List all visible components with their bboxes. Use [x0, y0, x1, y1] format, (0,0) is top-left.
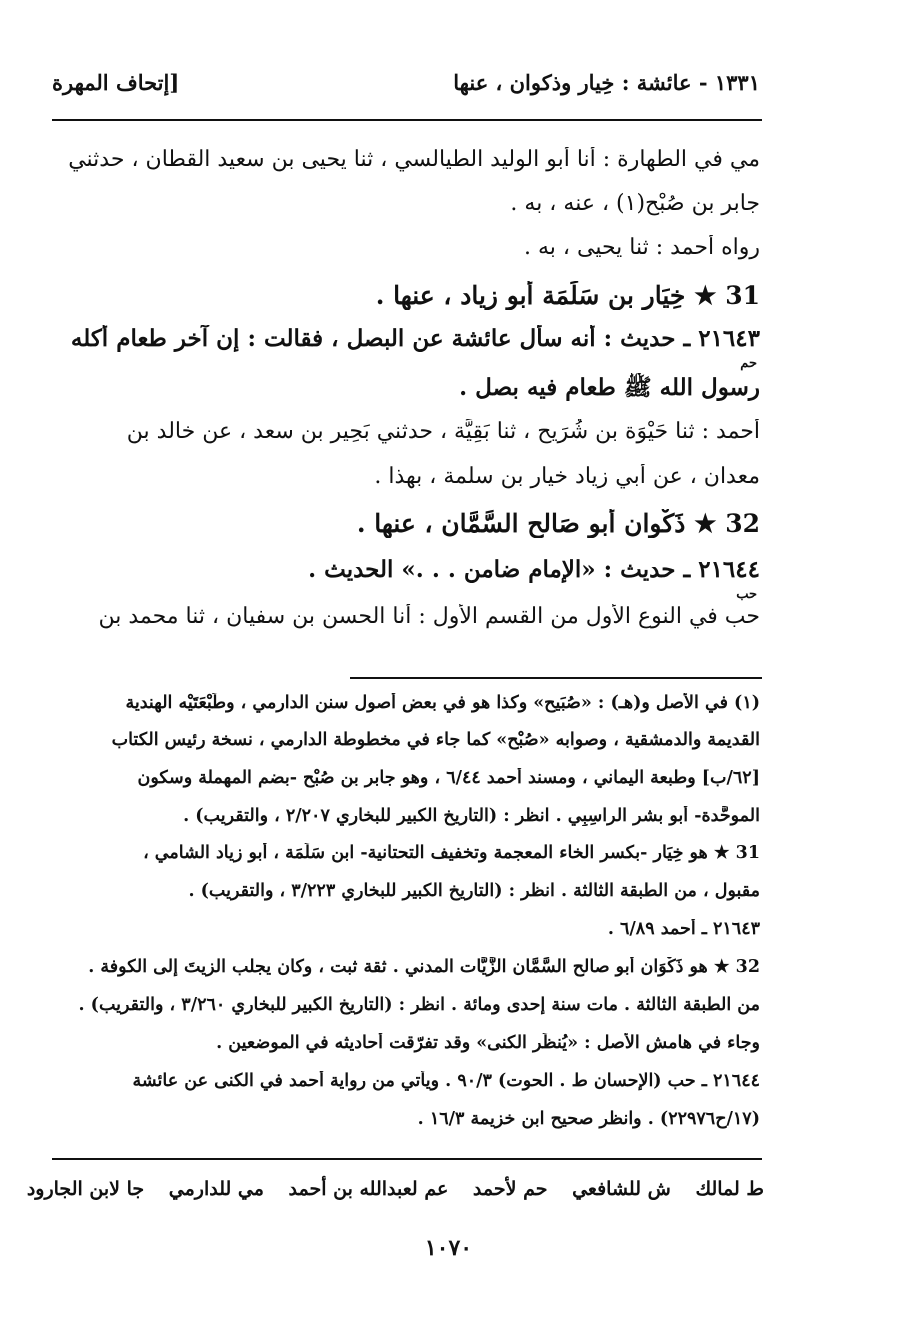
narrator-heading: 32 ★ ذَكْوان أبو صَالح السَّمَّان ، عنها .: [356, 509, 760, 538]
legend-item: ط لمالك: [695, 1178, 764, 1200]
footnote-line: (١٧/ح٢٢٩٧٦) . وانظر صحيح ابن خزيمة ١٦/٣ .: [417, 1109, 760, 1129]
legend-item: جا لابن الجارود: [26, 1178, 145, 1200]
footnote-line: ٢١٦٤٤ ـ حب (الإحسان ط . الحوت) ٩٠/٣ . ويأتي من رواية أحمد في الكنى عن عائشة: [132, 1071, 760, 1091]
footnote-line: 32 ★ هو ذَكْوَان أبو صالح السَّمَّان الزَّيَّات المدني . ثقة ثبت ، وكان يجلب الزيتَ إلى الكوفة .: [88, 957, 760, 977]
footnote-line: مقبول ، من الطبقة الثالثة . انظر : (التاريخ الكبير للبخاري ٣/٢٢٣ ، والتقريب) .: [188, 881, 760, 901]
page-number: ١٠٧٠: [424, 1235, 473, 1261]
header-rule: [52, 119, 762, 121]
footnote-rule: [350, 677, 762, 679]
narrator-heading: 31 ★ خِيَار بن سَلَمَة أبو زياد ، عنها .: [375, 281, 760, 310]
running-header-title: ١٣٣١ - عائشة : خِيار وذكوان ، عنها: [453, 70, 760, 95]
hadith-heading: ٢١٦٤٣ ـ حديث : أنه سأل عائشة عن البصل ، فقالت : إن آخر طعام أكله: [70, 325, 760, 352]
main-line: جابر بن صُبْح(١) ، عنه ، به .: [510, 191, 760, 216]
main-line: معدان ، عن أبي زياد خيار بن سلمة ، بهذا .: [374, 464, 760, 489]
footnote-line: ٢١٦٤٣ ـ أحمد ٦/٨٩ .: [607, 919, 760, 939]
main-line: حب في النوع الأول من القسم الأول : أنا الحسن بن سفيان ، ثنا محمد بن: [98, 604, 760, 629]
legend-item: عم لعبدالله بن أحمد: [288, 1178, 449, 1200]
hadith-heading: ٢١٦٤٤ ـ حديث : «الإمام ضامن . . .» الحديث .: [308, 556, 760, 583]
footnote-line: (١) في الأصل و(هـ) : «صُبَيح» وكذا هو في بعض أصول سنن الدارمي ، وطَبْعَتَيْه الهندية: [125, 693, 760, 713]
legend-item: مي للدارمي: [168, 1178, 264, 1200]
main-line: أحمد : ثنا حَيْوَة بن شُرَيح ، ثنا بَقِيَّة ، حدثني بَحِير بن سعد ، عن خالد بن: [126, 419, 760, 444]
margin-symbol: حم: [740, 356, 757, 371]
abbreviation-legend: [9, 1178, 764, 1200]
footnote-line: 31 ★ هو خِيَار -بكسر الخاء المعجمة وتخفيف التحتانية- ابن سَلَمَة ، أبو زياد الشامي ،: [143, 843, 760, 863]
footnote-line: [٦٢/ب] وطبعة اليماني ، ومسند أحمد ٦/٤٤ ، وهو جابر بن صُبْح -بضم المهملة وسكون: [137, 768, 760, 788]
legend-rule: [52, 1158, 762, 1160]
main-line: مي في الطهارة : أنا أبو الوليد الطيالسي ، ثنا يحيى بن سعيد القطان ، حدثني: [68, 147, 760, 172]
footnote-line: وجاء في هامش الأصل : «يُنظَر الكنى» وقد تفرّقت أحاديثه في الموضعين .: [216, 1033, 760, 1053]
footnote-line: من الطبقة الثالثة . مات سنة إحدى ومائة . انظر : (التاريخ الكبير للبخاري ٣/٢٦٠ ، والتقريب) .: [78, 995, 760, 1015]
footnote-line: الموحَّدة- أبو بشر الراسِبِي . انظر : (التاريخ الكبير للبخاري ٢/٢٠٧ ، والتقريب) .: [183, 806, 760, 826]
hadith-text: رسول الله ﷺ طعام فيه بصل .: [459, 374, 760, 401]
footnote-line: القديمة والدمشقية ، وصوابه «صُبْح» كما جاء في مخطوطة الدارمي ، نسخة رئيس الكتاب: [111, 730, 760, 750]
legend-item: حم لأحمد: [472, 1178, 548, 1200]
running-header-book: [إتحاف المهرة: [52, 70, 180, 95]
margin-symbol: حب: [736, 587, 757, 602]
main-line: رواه أحمد : ثنا يحيى ، به .: [523, 235, 760, 260]
legend-item: ش للشافعي: [572, 1178, 671, 1200]
